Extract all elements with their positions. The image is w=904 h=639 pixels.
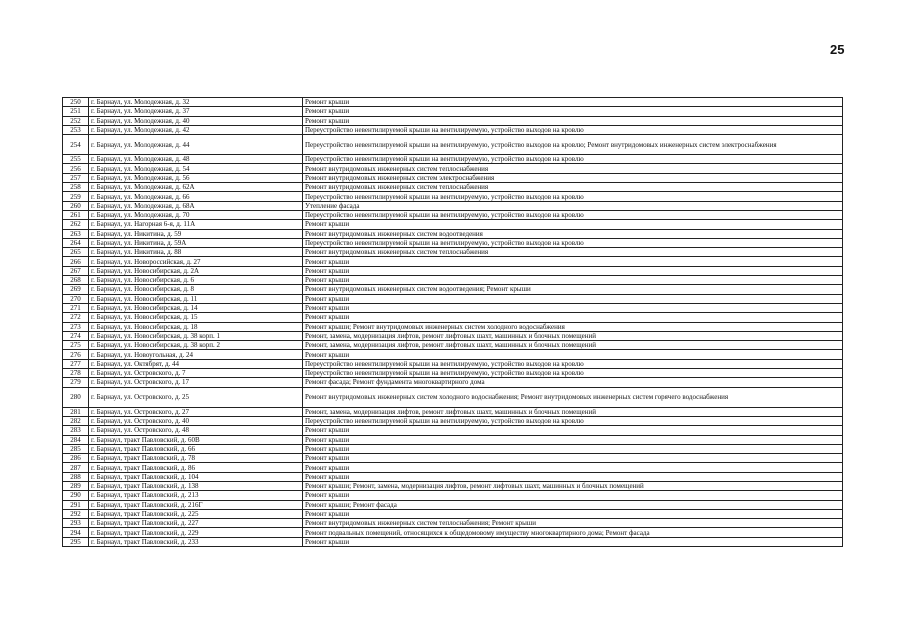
work-type-cell: Ремонт крыши xyxy=(303,294,843,303)
address-cell: г. Барнаул, тракт Павловский, д. 229 xyxy=(89,528,303,537)
address-cell: г. Барнаул, ул. Островского, д. 48 xyxy=(89,426,303,435)
row-number-cell: 266 xyxy=(63,257,89,266)
table-row xyxy=(63,116,843,125)
row-number-cell: 273 xyxy=(63,322,89,331)
table-row xyxy=(63,313,843,322)
table-row xyxy=(63,426,843,435)
row-number-cell: 254 xyxy=(63,135,89,155)
work-type-cell: Ремонт крыши xyxy=(303,276,843,285)
work-type-cell: Ремонт внутридомовых инженерных систем водоотведения; Ремонт крыши xyxy=(303,285,843,294)
row-number-cell: 258 xyxy=(63,183,89,192)
work-type-cell: Ремонт крыши xyxy=(303,491,843,500)
address-cell: г. Барнаул, ул. Молодежная, д. 32 xyxy=(89,98,303,107)
address-cell: г. Барнаул, ул. Новосибирская, д. 11 xyxy=(89,294,303,303)
work-type-cell: Переустройство невентилируемой крыши на вентилируемую, устройство выходов на кровлю xyxy=(303,210,843,219)
work-type-cell: Переустройство невентилируемой крыши на вентилируемую, устройство выходов на кровлю xyxy=(303,369,843,378)
work-type-cell: Ремонт крыши xyxy=(303,257,843,266)
address-cell: г. Барнаул, ул. Новосибирская, д. 14 xyxy=(89,303,303,312)
row-number-cell: 275 xyxy=(63,341,89,350)
work-type-cell: Ремонт крыши xyxy=(303,435,843,444)
row-number-cell: 256 xyxy=(63,164,89,173)
address-cell: г. Барнаул, тракт Павловский, д. 227 xyxy=(89,519,303,528)
table-row xyxy=(63,135,843,155)
repair-table-container xyxy=(62,97,841,547)
table-row xyxy=(63,491,843,500)
work-type-cell: Ремонт внутридомовых инженерных систем теплоснабжения xyxy=(303,183,843,192)
address-cell: г. Барнаул, ул. Молодежная, д. 40 xyxy=(89,116,303,125)
address-cell: г. Барнаул, тракт Павловский, д. 213 xyxy=(89,491,303,500)
address-cell: г. Барнаул, ул. Октябрят, д. 44 xyxy=(89,359,303,368)
row-number-cell: 253 xyxy=(63,125,89,134)
table-row xyxy=(63,238,843,247)
address-cell: г. Барнаул, тракт Павловский, д. 66 xyxy=(89,444,303,453)
work-type-cell: Ремонт внутридомовых инженерных систем электроснабжения xyxy=(303,173,843,182)
table-row xyxy=(63,294,843,303)
row-number-cell: 274 xyxy=(63,331,89,340)
table-row xyxy=(63,378,843,387)
table-row xyxy=(63,192,843,201)
work-type-cell: Ремонт крыши xyxy=(303,107,843,116)
table-row xyxy=(63,266,843,275)
row-number-cell: 255 xyxy=(63,155,89,164)
address-cell: г. Барнаул, тракт Павловский, д. 78 xyxy=(89,454,303,463)
row-number-cell: 295 xyxy=(63,537,89,546)
table-row xyxy=(63,528,843,537)
table-row xyxy=(63,359,843,368)
address-cell: г. Барнаул, ул. Новороссийская, д. 27 xyxy=(89,257,303,266)
row-number-cell: 259 xyxy=(63,192,89,201)
table-row xyxy=(63,369,843,378)
table-row xyxy=(63,276,843,285)
work-type-cell: Ремонт крыши xyxy=(303,220,843,229)
work-type-cell: Ремонт крыши xyxy=(303,426,843,435)
row-number-cell: 265 xyxy=(63,248,89,257)
row-number-cell: 283 xyxy=(63,426,89,435)
address-cell: г. Барнаул, ул. Островского, д. 7 xyxy=(89,369,303,378)
row-number-cell: 287 xyxy=(63,463,89,472)
table-row xyxy=(63,435,843,444)
address-cell: г. Барнаул, ул. Молодежная, д. 37 xyxy=(89,107,303,116)
table-row xyxy=(63,107,843,116)
address-cell: г. Барнаул, ул. Никитина, д. 88 xyxy=(89,248,303,257)
row-number-cell: 293 xyxy=(63,519,89,528)
work-type-cell: Ремонт крыши; Ремонт, замена, модернизация лифтов, ремонт лифтовых шахт, машинных и блочных помещений xyxy=(303,481,843,490)
address-cell: г. Барнаул, ул. Молодежная, д. 44 xyxy=(89,135,303,155)
work-type-cell: Ремонт крыши xyxy=(303,454,843,463)
work-type-cell: Ремонт крыши xyxy=(303,444,843,453)
address-cell: г. Барнаул, ул. Новосибирская, д. 6 xyxy=(89,276,303,285)
table-row xyxy=(63,220,843,229)
address-cell: г. Барнаул, ул. Новосибирская, д. 38 корп. 1 xyxy=(89,331,303,340)
table-row xyxy=(63,173,843,182)
address-cell: г. Барнаул, ул. Молодежная, д. 48 xyxy=(89,155,303,164)
work-type-cell: Ремонт крыши xyxy=(303,463,843,472)
table-row xyxy=(63,350,843,359)
table-row xyxy=(63,257,843,266)
work-type-cell: Ремонт крыши; Ремонт фасада xyxy=(303,500,843,509)
table-row xyxy=(63,500,843,509)
table-row xyxy=(63,285,843,294)
address-cell: г. Барнаул, ул. Новоугольная, д. 24 xyxy=(89,350,303,359)
table-row xyxy=(63,387,843,407)
address-cell: г. Барнаул, ул. Новосибирская, д. 38 корп. 2 xyxy=(89,341,303,350)
address-cell: г. Барнаул, тракт Павловский, д. 138 xyxy=(89,481,303,490)
work-type-cell: Переустройство невентилируемой крыши на вентилируемую, устройство выходов на кровлю xyxy=(303,238,843,247)
row-number-cell: 278 xyxy=(63,369,89,378)
address-cell: г. Барнаул, ул. Молодежная, д. 42 xyxy=(89,125,303,134)
table-row xyxy=(63,98,843,107)
address-cell: г. Барнаул, ул. Никитина, д. 59А xyxy=(89,238,303,247)
row-number-cell: 285 xyxy=(63,444,89,453)
row-number-cell: 290 xyxy=(63,491,89,500)
work-type-cell: Ремонт внутридомовых инженерных систем теплоснабжения xyxy=(303,164,843,173)
row-number-cell: 277 xyxy=(63,359,89,368)
work-type-cell: Ремонт фасада; Ремонт фундамента многоквартирного дома xyxy=(303,378,843,387)
row-number-cell: 270 xyxy=(63,294,89,303)
table-row xyxy=(63,155,843,164)
table-row xyxy=(63,331,843,340)
address-cell: г. Барнаул, ул. Молодежная, д. 70 xyxy=(89,210,303,219)
address-cell: г. Барнаул, тракт Павловский, д. 86 xyxy=(89,463,303,472)
page-number: 25 xyxy=(830,42,845,57)
row-number-cell: 267 xyxy=(63,266,89,275)
row-number-cell: 262 xyxy=(63,220,89,229)
work-type-cell: Ремонт крыши xyxy=(303,509,843,518)
work-type-cell: Ремонт внутридомовых инженерных систем теплоснабжения; Ремонт крыши xyxy=(303,519,843,528)
address-cell: г. Барнаул, ул. Островского, д. 27 xyxy=(89,407,303,416)
row-number-cell: 269 xyxy=(63,285,89,294)
table-row xyxy=(63,322,843,331)
row-number-cell: 257 xyxy=(63,173,89,182)
address-cell: г. Барнаул, ул. Новосибирская, д. 8 xyxy=(89,285,303,294)
work-type-cell: Ремонт, замена, модернизация лифтов, ремонт лифтовых шахт, машинных и блочных помещений xyxy=(303,331,843,340)
row-number-cell: 271 xyxy=(63,303,89,312)
table-row xyxy=(63,210,843,219)
address-cell: г. Барнаул, тракт Павловский, д. 233 xyxy=(89,537,303,546)
address-cell: г. Барнаул, ул. Островского, д. 17 xyxy=(89,378,303,387)
row-number-cell: 264 xyxy=(63,238,89,247)
work-type-cell: Ремонт крыши xyxy=(303,313,843,322)
row-number-cell: 294 xyxy=(63,528,89,537)
work-type-cell: Ремонт крыши xyxy=(303,472,843,481)
table-row xyxy=(63,407,843,416)
work-type-cell: Ремонт, замена, модернизация лифтов, ремонт лифтовых шахт, машинных и блочных помещений xyxy=(303,407,843,416)
work-type-cell: Ремонт подвальных помещений, относящихся к общедомовому имуществу многоквартирного дома; Ремонт фасада xyxy=(303,528,843,537)
address-cell: г. Барнаул, ул. Молодежная, д. 66 xyxy=(89,192,303,201)
row-number-cell: 289 xyxy=(63,481,89,490)
address-cell: г. Барнаул, ул. Новосибирская, д. 18 xyxy=(89,322,303,331)
table-row xyxy=(63,444,843,453)
row-number-cell: 272 xyxy=(63,313,89,322)
address-cell: г. Барнаул, ул. Молодежная, д. 54 xyxy=(89,164,303,173)
row-number-cell: 252 xyxy=(63,116,89,125)
table-row xyxy=(63,248,843,257)
address-cell: г. Барнаул, ул. Никитина, д. 59 xyxy=(89,229,303,238)
row-number-cell: 291 xyxy=(63,500,89,509)
row-number-cell: 281 xyxy=(63,407,89,416)
address-cell: г. Барнаул, ул. Молодежная, д. 62А xyxy=(89,183,303,192)
address-cell: г. Барнаул, ул. Новосибирская, д. 2А xyxy=(89,266,303,275)
address-cell: г. Барнаул, ул. Островского, д. 40 xyxy=(89,416,303,425)
work-type-cell: Ремонт крыши xyxy=(303,98,843,107)
address-cell: г. Барнаул, тракт Павловский, д. 225 xyxy=(89,509,303,518)
row-number-cell: 286 xyxy=(63,454,89,463)
work-type-cell: Переустройство невентилируемой крыши на вентилируемую, устройство выходов на кровлю xyxy=(303,125,843,134)
row-number-cell: 288 xyxy=(63,472,89,481)
work-type-cell: Ремонт, замена, модернизация лифтов, ремонт лифтовых шахт, машинных и блочных помещений xyxy=(303,341,843,350)
address-cell: г. Барнаул, ул. Новосибирская, д. 15 xyxy=(89,313,303,322)
work-type-cell: Ремонт внутридомовых инженерных систем холодного водоснабжения; Ремонт внутридомовых инженерных систем горячего водоснабжения xyxy=(303,387,843,407)
address-cell: г. Барнаул, тракт Павловский, д. 216Г xyxy=(89,500,303,509)
row-number-cell: 282 xyxy=(63,416,89,425)
address-cell: г. Барнаул, ул. Островского, д. 25 xyxy=(89,387,303,407)
work-type-cell: Ремонт внутридомовых инженерных систем теплоснабжения xyxy=(303,248,843,257)
work-type-cell: Ремонт крыши xyxy=(303,303,843,312)
work-type-cell: Ремонт крыши xyxy=(303,537,843,546)
work-type-cell: Ремонт крыши; Ремонт внутридомовых инженерных систем холодного водоснабжения xyxy=(303,322,843,331)
row-number-cell: 279 xyxy=(63,378,89,387)
row-number-cell: 251 xyxy=(63,107,89,116)
row-number-cell: 261 xyxy=(63,210,89,219)
table-row xyxy=(63,201,843,210)
work-type-cell: Ремонт внутридомовых инженерных систем водоотведения xyxy=(303,229,843,238)
repair-table xyxy=(62,97,843,547)
repair-table-body xyxy=(63,98,843,547)
work-type-cell: Утепление фасада xyxy=(303,201,843,210)
table-row xyxy=(63,454,843,463)
address-cell: г. Барнаул, ул. Нагорная 6-я, д. 11А xyxy=(89,220,303,229)
table-row xyxy=(63,537,843,546)
row-number-cell: 280 xyxy=(63,387,89,407)
table-row xyxy=(63,463,843,472)
work-type-cell: Ремонт крыши xyxy=(303,350,843,359)
work-type-cell: Переустройство невентилируемой крыши на вентилируемую, устройство выходов на кровлю xyxy=(303,359,843,368)
work-type-cell: Переустройство невентилируемой крыши на вентилируемую, устройство выходов на кровлю xyxy=(303,192,843,201)
address-cell: г. Барнаул, тракт Павловский, д. 104 xyxy=(89,472,303,481)
work-type-cell: Переустройство невентилируемой крыши на вентилируемую, устройство выходов на кровлю; Ремонт внутридомовых инженерных систем электроснабжения xyxy=(303,135,843,155)
row-number-cell: 276 xyxy=(63,350,89,359)
work-type-cell: Ремонт крыши xyxy=(303,266,843,275)
row-number-cell: 260 xyxy=(63,201,89,210)
work-type-cell: Переустройство невентилируемой крыши на вентилируемую, устройство выходов на кровлю xyxy=(303,416,843,425)
address-cell: г. Барнаул, ул. Молодежная, д. 68А xyxy=(89,201,303,210)
table-row xyxy=(63,341,843,350)
table-row xyxy=(63,125,843,134)
table-row xyxy=(63,303,843,312)
table-row xyxy=(63,416,843,425)
work-type-cell: Ремонт крыши xyxy=(303,116,843,125)
table-row xyxy=(63,481,843,490)
address-cell: г. Барнаул, ул. Молодежная, д. 56 xyxy=(89,173,303,182)
table-row xyxy=(63,164,843,173)
row-number-cell: 292 xyxy=(63,509,89,518)
row-number-cell: 284 xyxy=(63,435,89,444)
row-number-cell: 268 xyxy=(63,276,89,285)
row-number-cell: 263 xyxy=(63,229,89,238)
table-row xyxy=(63,509,843,518)
table-row xyxy=(63,519,843,528)
work-type-cell: Переустройство невентилируемой крыши на вентилируемую, устройство выходов на кровлю xyxy=(303,155,843,164)
table-row xyxy=(63,472,843,481)
row-number-cell: 250 xyxy=(63,98,89,107)
table-row xyxy=(63,229,843,238)
table-row xyxy=(63,183,843,192)
address-cell: г. Барнаул, тракт Павловский, д. 60В xyxy=(89,435,303,444)
